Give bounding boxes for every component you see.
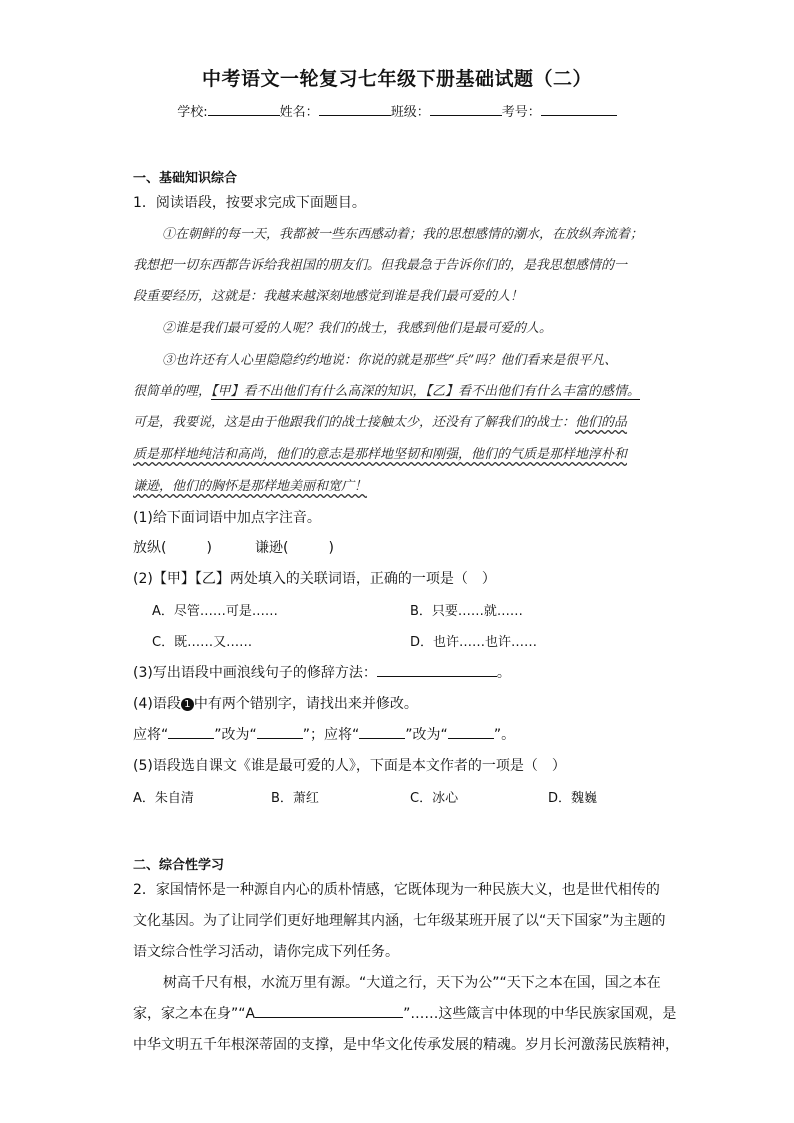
passage-p2: ②谁是我们最可爱的人呢？我们的战士，我感到他们是最可爱的人。 [162,321,553,336]
pinyin-blank-1[interactable]: 放纵( ) [133,540,212,556]
q2-line3: 语文综合性学习活动，请你完成下列任务。 [133,944,399,960]
sub-question-3: (3)写出语段中画浪线句子的修辞方法： 。 [133,662,511,682]
rhetoric-blank[interactable] [377,662,497,677]
q2-line1: 2．家国情怀是一种源自内心的质朴情感，它既体现为一种民族大义，也是世代相传的 [133,882,660,898]
sub5-option-a[interactable]: A．朱自清 [133,791,194,806]
sub5-option-c[interactable]: C．冰心 [410,791,459,806]
q2-line4: 树高千尺有根，水流万里有源。“大道之行，天下为公”“天下之本在国，国之本在 [163,975,661,991]
name-blank[interactable] [319,101,391,116]
typo-blank-1[interactable] [168,724,214,739]
sub2-option-c[interactable]: C．既……又…… [152,635,253,650]
section-heading-2: 二、综合性学习 [133,858,225,873]
q2-line2: 文化基因。为了让同学们更好地理解其内涵，七年级某班开展了以“天下国家”为主题的 [133,913,666,929]
underlined-sentence: 【甲】看不出他们有什么高深的知识，【乙】看不出他们有什么丰富的感情。 [211,384,641,399]
q2-line5: 家，家之本在身”“A ”……这些箴言中体现的中华民族家国观，是 [133,1003,676,1023]
circle-mark-1: ① [162,227,176,242]
section-heading-1: 一、基础知识综合 [133,171,238,186]
passage-p1-line3: 段重要经历，这就是：我越来越深刻地感觉到谁是我们最可爱的人！ [133,289,524,304]
sub5-option-d[interactable]: D．魏巍 [548,791,598,806]
sub-question-5: (5)语段选自课文《谁是最可爱的人》，下面是本文作者的一项是（ ） [133,758,566,774]
wavy-underline-1: 他们的品 [575,415,628,430]
student-info-line [0,101,794,120]
typo-blank-4[interactable] [448,724,494,739]
proverb-blank-a[interactable] [255,1003,403,1018]
passage-p3-line4: 质是那样地纯洁和高尚，他们的意志是那样地坚韧和刚强，他们的气质是那样地淳朴和 [133,447,628,462]
passage-p3-line1: ③也许还有人心里隐隐约约地说：你说的就是那些“兵”吗？他们看来是很平凡、 [162,353,618,368]
typo-fix-line: 应将“ ”改为“ ”；应将“ ”改为“ ”。 [133,724,515,744]
class-blank[interactable] [430,101,502,116]
typo-blank-2[interactable] [257,724,303,739]
number-blank[interactable] [541,101,617,116]
sub2-option-d[interactable]: D．也许……也许…… [410,635,538,650]
sub2-option-a[interactable]: A．尽管……可是…… [152,604,278,619]
passage-p3-line5: 谦逊，他们的胸怀是那样地美丽和宽广！ [133,479,368,494]
sub2-option-b[interactable]: B．只要……就…… [410,604,523,619]
sub-question-4: (4)语段 1 中有两个错别字，请找出来并修改。 [133,696,418,712]
typo-blank-3[interactable] [359,724,405,739]
question-1-stem: 1．阅读语段，按要求完成下面题目。 [133,195,366,211]
class-label: 班级： [390,105,430,120]
sub-question-1: (1)给下面词语中加点字注音。 [133,510,321,526]
number-label: 考号： [501,105,541,120]
q2-line6: 中华文明五千年根深蒂固的支撑，是中华文化传承发展的精魂。岁月长河激荡民族精神， [133,1037,679,1053]
passage-p1-line1: ①在朝鲜的每一天，我都被一些东西感动着；我的思想感情的潮水，在放纵奔流着； [162,227,644,242]
passage-p3-line3: 可是，我要说，这是由于他跟我们的战士接触太少，还没有了解我们的战士：他们的品 [133,415,628,430]
passage-p1-line2: 我想把一切东西都告诉给我祖国的朋友们。但我最急于告诉你们的，是我思想感情的一 [133,258,628,273]
school-label: 学校: [177,105,208,120]
sub5-option-b[interactable]: B．萧红 [271,791,319,806]
page-title: 中考语文一轮复习七年级下册基础试题（二） [201,68,592,90]
pinyin-blank-2[interactable]: 谦逊( ) [255,540,334,556]
sub-question-2: (2)【甲】【乙】两处填入的关联词语，正确的一项是（ ） [133,571,496,587]
passage-p3-line2: 很简单的哩，【甲】看不出他们有什么高深的知识，【乙】看不出他们有什么丰富的感情。 [133,384,641,399]
name-label: 姓名： [279,105,319,120]
circle-mark-1-filled: 1 [181,698,194,711]
school-blank[interactable] [208,101,280,116]
